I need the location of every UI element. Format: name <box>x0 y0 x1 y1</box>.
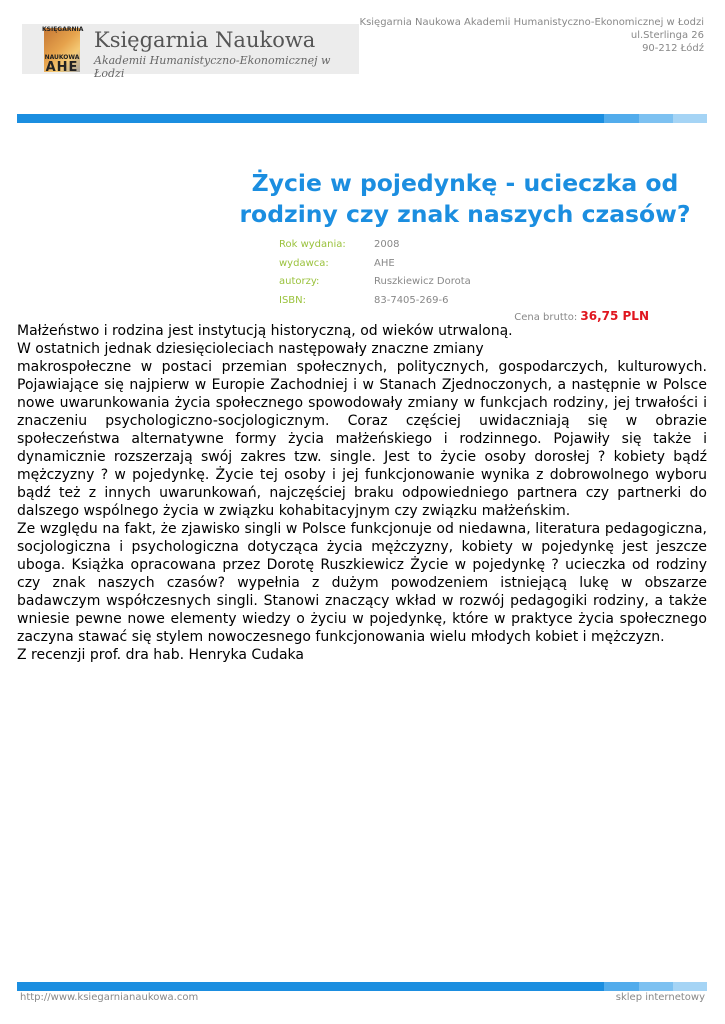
description-paragraph: Ze względu na fakt, że zjawisko singli w Polsce funkcjonuje od niedawna, literatura pedagogiczna, socjologiczna i psychologiczna dotycząca życia mężczyzny, kobiety w pojedynkę jest jeszcze uboga. Książka opracowana przez Dorotę Ruszkiewicz Życie w pojedynkę ? ucieczka od rodziny czy znak naszych czasów? wypełnia z dużym powodzeniem istniejącą lukę w obszarze badawczym współczesnych singli. Stanowi znaczący wkład w rozwój pedagogiki rodziny, a także wniesie pewne nowe elementy wiedzy o życiu w pojedynkę, które w praktyce życia społecznego zaczyna stawać się stylem nowoczesnego funkcjonowania wielu młodych kobiet i mężczyzn. <box>17 521 707 645</box>
store-address <box>360 16 704 55</box>
header-divider-bar <box>17 114 707 123</box>
review-attribution: Z recenzji prof. dra hab. Henryka Cudaka <box>17 647 304 663</box>
detail-label: ISBN: <box>279 294 307 306</box>
detail-value: 2008 <box>374 239 400 250</box>
book-description <box>17 322 707 664</box>
detail-label: wydawca: <box>279 257 329 269</box>
price-value: 36,75 PLN <box>580 309 649 323</box>
footer-label: sklep internetowy <box>615 992 705 1003</box>
price <box>514 309 649 323</box>
detail-row-isbn <box>279 292 471 311</box>
detail-label: Rok wydania: <box>279 239 346 250</box>
detail-value: Ruszkiewicz Dorota <box>374 276 471 287</box>
detail-label: autorzy: <box>279 276 320 287</box>
book-title: Życie w pojedynkę - ucieczka od rodziny czy znak naszych czasów? <box>239 169 691 228</box>
ahe-logo-mark: KSIĘGARNIA NAUKOWA AHE <box>42 26 84 75</box>
detail-row-authors <box>279 273 471 292</box>
logo-title: Księgarnia Naukowa <box>94 28 316 52</box>
address-line: Księgarnia Naukowa Akademii Humanistyczno-Ekonomicznej w Łodzi <box>359 17 704 28</box>
logo-subtitle: Akademii Humanistyczno-Ekonomicznej w Łodzi <box>94 54 331 80</box>
description-paragraph: Małżeństwo i rodzina jest instytucją historyczną, od wieków utrwaloną. <box>17 323 513 339</box>
footer-divider-bar <box>17 982 707 991</box>
store-logo <box>22 24 359 80</box>
address-line: 90-212 Łódź <box>642 43 704 54</box>
description-paragraph: makrospołeczne w postaci przemian społecznych, politycznych, gospodarczych, kulturowych. Pojawiające się najpierw w Europie Zachodniej i w Stanach Zjednoczonych, a następnie w Polsce nowe uwarunkowania życia społecznego spowodowały zmiany w funkcjach rodziny, jej trwałości i znaczeniu psychologiczno-socjologicznym. Coraz częściej uwidaczniają się w obrazie społeczeństwa alternatywne formy życia małżeńskiego i rodzinnego. Pojawiły się także i dynamicznie rozszerzają swój zakres tzw. single. Jest to życie osoby dorosłej ? kobiety bądź mężczyzny ? w pojedynkę. Życie tej osoby i jej funkcjonowanie wynika z dobrowolnego wyboru bądź też z innych uwarunkowań, najczęściej braku odpowiedniego partnera czy partnerki do dalszego wspólnego życia w związku kohabitacyjnym czy związku małżeńskim. <box>17 359 707 519</box>
detail-row-year <box>279 236 471 255</box>
book-details <box>279 236 471 310</box>
detail-value: AHE <box>374 257 395 269</box>
address-line: ul.Sterlinga 26 <box>630 30 704 41</box>
detail-row-publisher <box>279 255 471 274</box>
detail-value: 83-7405-269-6 <box>374 294 449 306</box>
description-paragraph: W ostatnich jednak dziesięcioleciach następowały znaczne zmiany <box>17 341 484 357</box>
footer-url: http://www.ksiegarnianaukowa.com <box>20 992 199 1003</box>
price-label: Cena brutto: <box>514 312 578 323</box>
